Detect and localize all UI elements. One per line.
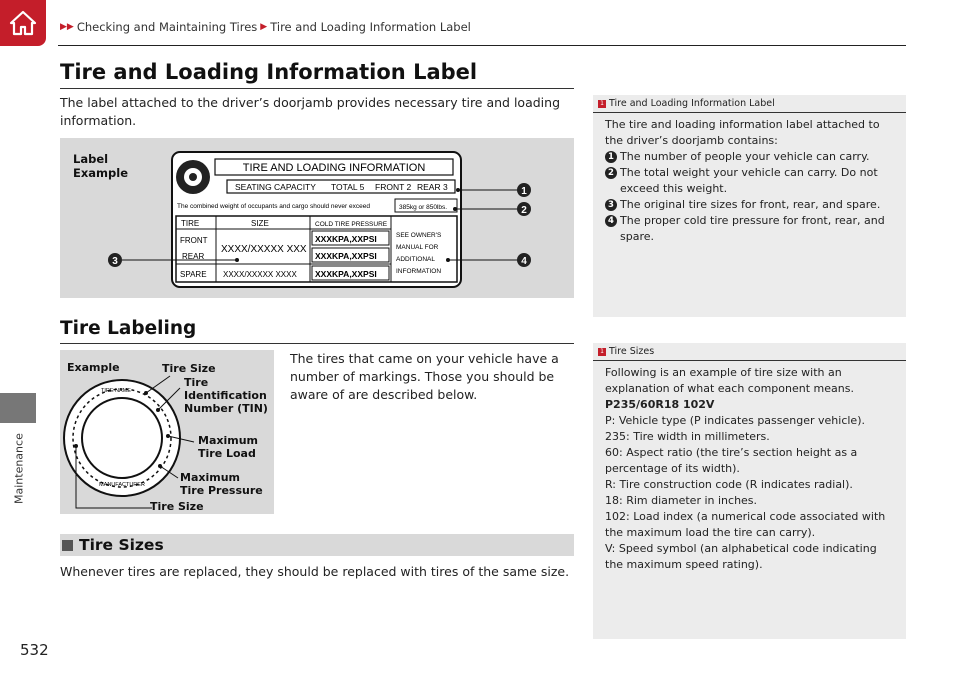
pressure-rear: XXXKPA,XXPSI	[315, 251, 377, 261]
note-line: 235: Tire width in millimeters.	[605, 430, 770, 443]
side-tab-marker[interactable]	[0, 393, 36, 423]
callout-2-label: 2	[521, 205, 527, 216]
weight-statement: The combined weight of occupants and cargo should never exceed	[177, 203, 370, 210]
row-front: FRONT	[180, 236, 208, 245]
note-tire-sizes	[593, 343, 906, 639]
title-divider	[60, 88, 574, 89]
section-divider	[60, 343, 574, 344]
note-item-text: The number of people your vehicle can carry.	[620, 150, 870, 163]
number-1-icon: 1	[605, 151, 617, 163]
manual-for-text: MANUAL FOR	[396, 244, 439, 251]
note-header	[593, 343, 906, 361]
example-label: Example	[67, 361, 120, 374]
tin-label-line: Identification	[184, 389, 267, 402]
seating-rear: REAR 3	[417, 182, 448, 192]
note-title: Tire and Loading Information Label	[609, 98, 775, 109]
weight-value: 385kg or 850lbs.	[399, 204, 448, 211]
tire-name-text: TIRE NAME	[101, 388, 131, 394]
label-title: TIRE AND LOADING INFORMATION	[242, 162, 426, 174]
note-item-text: The total weight your vehicle can carry. Do not exceed this weight.	[620, 166, 878, 195]
note-intro: Following is an example of tire size with an explanation of what each component means.	[605, 366, 854, 395]
tire-size-bottom-label: Tire Size	[150, 500, 204, 513]
note-intro: The tire and loading information label attached to the driver’s doorjamb contains:	[605, 118, 880, 147]
tire-replacement-paragraph: Whenever tires are replaced, they should be replaced with tires of the same size.	[60, 564, 570, 579]
column-tire: TIRE	[181, 219, 200, 228]
caption-line: Example	[73, 166, 128, 180]
intro-paragraph: The label attached to the driver’s doorjamb provides necessary tire and loading information.	[60, 95, 561, 128]
header-divider	[58, 45, 906, 46]
breadcrumb-arrow-icon: ▶	[260, 22, 268, 32]
note-title: Tire Sizes	[609, 346, 655, 357]
note-body	[593, 361, 906, 573]
max-pressure-line: Tire Pressure	[180, 484, 263, 497]
tire-labeling-figure	[60, 350, 274, 514]
note-item-text: The proper cold tire pressure for front, rear, and spare.	[620, 214, 885, 243]
tire-size-example: P235/60R18 102V	[605, 398, 715, 411]
note-icon: 1	[598, 100, 606, 108]
additional-text: ADDITIONAL	[396, 256, 436, 263]
note-tire-loading-label	[593, 95, 906, 317]
breadcrumb-item-current[interactable]: Tire and Loading Information Label	[270, 20, 471, 34]
max-tire-load-label	[198, 434, 258, 460]
seating-capacity-label: SEATING CAPACITY	[235, 182, 316, 192]
see-owner-text: SEE OWNER'S	[396, 232, 442, 239]
row-spare: SPARE	[180, 270, 207, 279]
pressure-front: XXXKPA,XXPSI	[315, 234, 377, 244]
pressure-spare: XXXKPA,XXPSI	[315, 269, 377, 279]
number-3-icon: 3	[605, 199, 617, 211]
tin-label-line: Tire	[184, 376, 209, 389]
breadcrumb-item-parent[interactable]: Checking and Maintaining Tires	[76, 20, 258, 34]
seating-front: FRONT 2	[375, 182, 412, 192]
breadcrumb	[60, 20, 471, 34]
tin-label-line: Number (TIN)	[184, 402, 268, 415]
size-front-rear: XXXX/XXXXX XXX	[221, 244, 307, 255]
note-line: 60: Aspect ratio (the tire’s section height as a percentage of its width).	[605, 446, 858, 475]
manufacturer-text: MANUFACTURER	[99, 482, 145, 488]
max-load-line: Maximum	[198, 434, 258, 447]
label-example-figure	[60, 138, 574, 298]
breadcrumb-arrow-icon: ▶▶	[60, 22, 74, 32]
note-body	[593, 113, 906, 245]
caption-line: Label	[73, 152, 109, 166]
tire-labeling-paragraph: The tires that came on your vehicle have a number of markings. Those you should be aware of are described below.	[290, 351, 559, 402]
section-square-icon	[62, 540, 73, 551]
tin-label	[184, 376, 268, 415]
note-line: P: Vehicle type (P indicates passenger vehicle).	[605, 414, 865, 427]
page-number: 532	[20, 641, 49, 659]
seating-total: TOTAL 5	[331, 182, 365, 192]
side-tab-label[interactable]: Maintenance	[12, 433, 26, 505]
note-list-item	[605, 149, 898, 165]
callout-overlay	[60, 138, 574, 298]
column-pressure: COLD TIRE PRESSURE	[315, 221, 388, 228]
note-item-text: The original tire sizes for front, rear, and spare.	[620, 198, 881, 211]
information-text: INFORMATION	[396, 268, 442, 275]
note-line: 102: Load index (a numerical code associated with the maximum load the tire can carry).	[605, 510, 886, 539]
tire-sizes-heading-bar	[60, 534, 574, 556]
callout-4-label: 4	[521, 256, 527, 267]
number-2-icon: 2	[605, 167, 617, 179]
max-load-line: Tire Load	[198, 447, 256, 460]
note-icon: 1	[598, 348, 606, 356]
note-line: V: Speed symbol (an alphabetical code indicating the maximum speed rating).	[605, 542, 877, 571]
note-header	[593, 95, 906, 113]
home-button[interactable]	[0, 0, 46, 46]
note-line: R: Tire construction code (R indicates radial).	[605, 478, 853, 491]
row-rear: REAR	[182, 252, 205, 261]
home-icon	[8, 9, 38, 37]
size-spare: XXXX/XXXXX XXXX	[223, 270, 297, 279]
callout-3-label: 3	[112, 256, 118, 267]
tire-sizes-heading: Tire Sizes	[79, 536, 164, 554]
page-title: Tire and Loading Information Label	[60, 60, 478, 84]
note-list-item	[605, 165, 898, 197]
note-list-item	[605, 197, 898, 213]
callout-1-label: 1	[521, 186, 527, 197]
max-pressure-line: Maximum	[180, 471, 240, 484]
column-size: SIZE	[251, 219, 269, 228]
note-line: 18: Rim diameter in inches.	[605, 494, 758, 507]
tire-size-top-label: Tire Size	[162, 362, 216, 375]
max-tire-pressure-label	[180, 471, 263, 497]
section-title-tire-labeling: Tire Labeling	[60, 318, 197, 339]
note-list-item	[605, 213, 898, 245]
number-4-icon: 4	[605, 215, 617, 227]
